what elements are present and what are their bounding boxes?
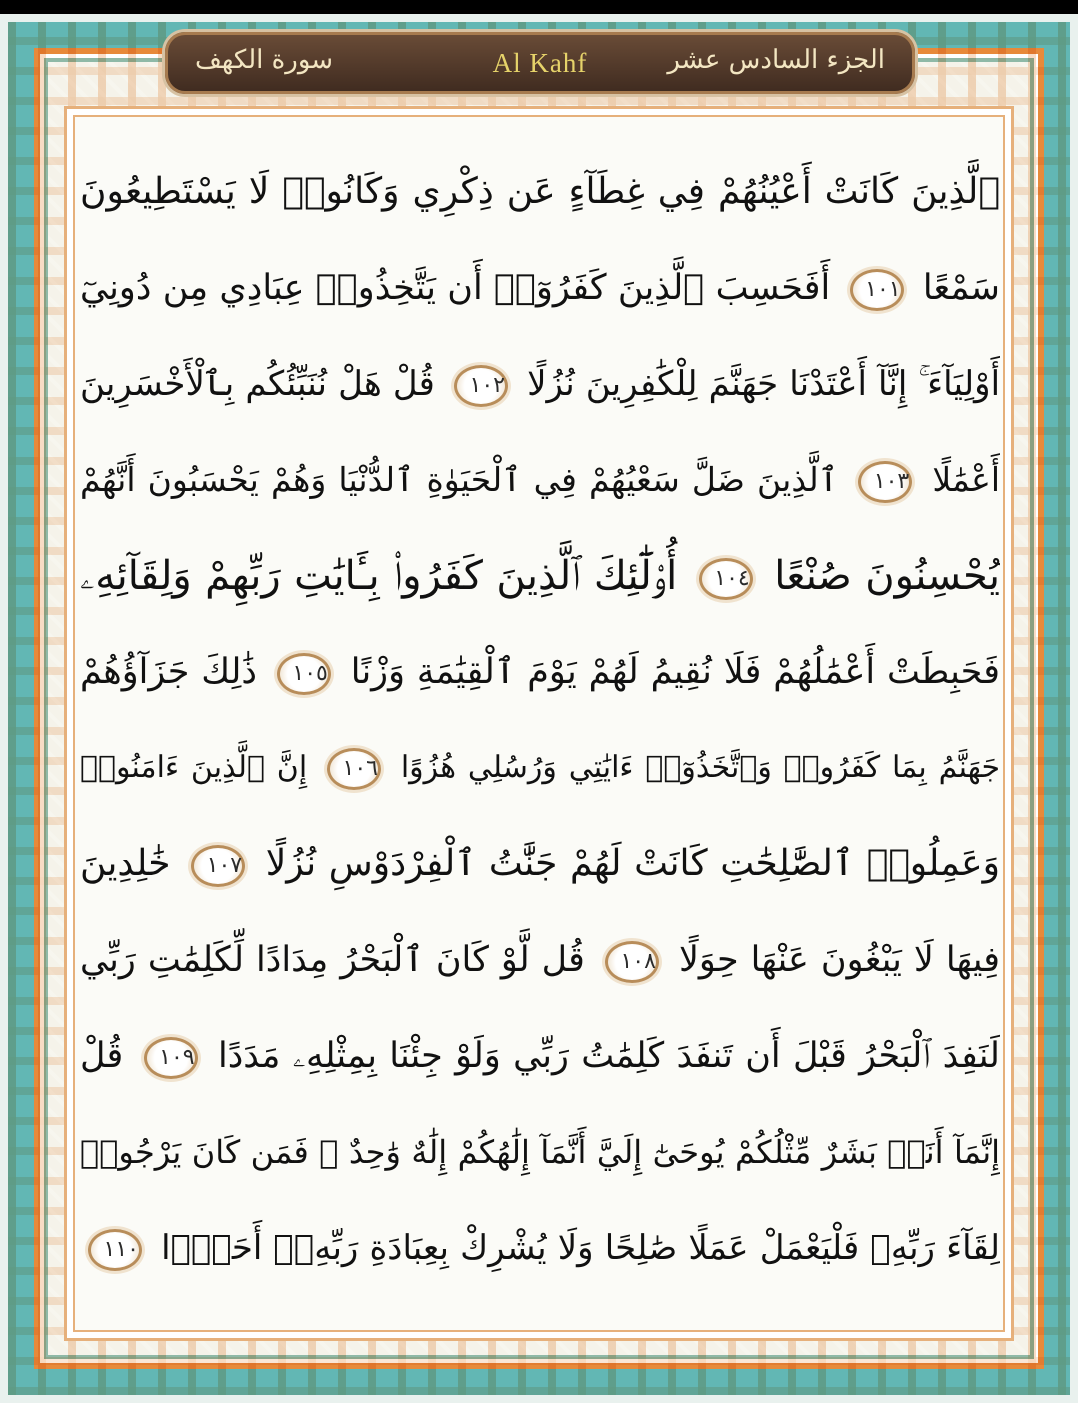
verse-line	[80, 528, 1000, 624]
verse-text: إِنَّمَآ أَنَا۠ بَشَرٌ مِّثْلُكُمْ يُوحَىٰٓ إِلَيَّ أَنَّمَآ إِلَٰهُكُمْ إِلَٰهٌ وَٰحِدٌ ۖ فَمَن كَانَ يَرْجُوا۟	[80, 1133, 1000, 1171]
verse-text: فَحَبِطَتْ أَعْمَٰلُهُمْ فَلَا نُقِيمُ لَهُمْ يَوْمَ ٱلْقِيَٰمَةِ وَزْنًا	[350, 652, 1000, 692]
surah-name-arabic: سورة الكهف	[195, 45, 334, 75]
verse-text: أُو۟لَٰٓئِكَ ٱلَّذِينَ كَفَرُوا۟ بِـَٔايَٰتِ رَبِّهِمْ وَلِقَآئِهِۦ	[80, 553, 678, 599]
ayah-number-marker: ١٠٩	[144, 1037, 198, 1079]
verse-line	[80, 144, 1000, 240]
verse-text: أَفَحَسِبَ ٱلَّذِينَ كَفَرُوٓا۟ أَن يَتَّخِذُوا۟ عِبَادِي مِن دُونِيٓ	[80, 268, 831, 308]
verse-line	[80, 336, 1000, 432]
verse-text: قُلْ هَلْ نُنَبِّئُكُم بِٱلْأَخْسَرِينَ	[80, 364, 435, 404]
status-strip	[0, 0, 1078, 14]
verse-line	[80, 1104, 1000, 1200]
verse-line	[80, 624, 1000, 720]
verse-text: خَٰلِدِينَ	[80, 843, 171, 884]
ayah-number-marker: ١١٠	[88, 1229, 142, 1271]
page-header	[165, 32, 915, 94]
verse-text: فِيهَا لَا يَبْغُونَ عَنْهَا حِوَلًا	[678, 940, 1000, 980]
verse-text: قُلْ	[80, 1036, 124, 1076]
verse-line	[80, 720, 1000, 816]
verse-text: أَوْلِيَآءَ ۚ إِنَّآ أَعْتَدْنَا جَهَنَّمَ لِلْكَٰفِرِينَ نُزُلًا	[527, 364, 1000, 404]
verse-text: إِنَّ ٱلَّذِينَ ءَامَنُوا۟	[80, 750, 308, 785]
verse-line	[80, 240, 1000, 336]
verse-text: ذَٰلِكَ جَزَآؤُهُمْ	[80, 652, 257, 692]
verse-text: وَعَمِلُوا۟ ٱلصَّٰلِحَٰتِ كَانَتْ لَهُمْ جَنَّٰتُ ٱلْفِرْدَوْسِ نُزُلًا	[265, 843, 1000, 884]
mushaf-page	[0, 14, 1078, 1403]
ayah-number-marker: ١٠١	[850, 269, 904, 311]
ayah-number-marker: ١٠٤	[699, 558, 753, 600]
juz-label: الجزء السادس عشر	[667, 45, 885, 75]
ayah-number-marker: ١٠٨	[605, 941, 659, 983]
surah-title-latin: Al Kahf	[492, 48, 588, 78]
verse-text: لِقَآءَ رَبِّهِۦ فَلْيَعْمَلْ عَمَلًا صَٰلِحًا وَلَا يُشْرِكْ بِعِبَادَةِ رَبِّهِۦٓ أَحَدًۢا	[161, 1228, 1000, 1268]
verse-line	[80, 912, 1000, 1008]
ayah-number-marker: ١٠٦	[327, 748, 381, 790]
ayah-number-marker: ١٠٣	[858, 461, 912, 503]
verse-text: ٱلَّذِينَ ضَلَّ سَعْيُهُمْ فِي ٱلْحَيَوٰةِ ٱلدُّنْيَا وَهُمْ يَحْسَبُونَ أَنَّهُمْ	[80, 460, 839, 499]
verse-line	[80, 1008, 1000, 1104]
verse-text: يُحْسِنُونَ صُنْعًا	[774, 553, 1000, 599]
verse-text: سَمْعًا	[922, 268, 1000, 308]
verse-text: لَنَفِدَ ٱلْبَحْرُ قَبْلَ أَن تَنفَدَ كَلِمَٰتُ رَبِّي وَلَوْ جِئْنَا بِمِثْلِهِۦ مَدَدًا	[217, 1036, 1000, 1076]
ayah-number-marker: ١٠٢	[454, 365, 508, 407]
verse-text: قُل لَّوْ كَانَ ٱلْبَحْرُ مِدَادًا لِّكَلِمَٰتِ رَبِّي	[80, 940, 585, 980]
verse-text: أَعْمَٰلًا	[932, 460, 1000, 499]
ayah-number-marker: ١٠٧	[191, 845, 245, 887]
verse-text: ٱلَّذِينَ كَانَتْ أَعْيُنُهُمْ فِي غِطَآءٍ عَن ذِكْرِي وَكَانُوا۟ لَا يَسْتَطِيعُونَ	[80, 171, 1000, 212]
verse-text: جَهَنَّمُ بِمَا كَفَرُوا۟ وَٱتَّخَذُوٓا۟ ءَايَٰتِي وَرُسُلِي هُزُوًا	[400, 750, 1000, 785]
verse-line	[80, 816, 1000, 912]
verses-block	[80, 144, 1000, 1344]
ayah-number-marker: ١٠٥	[277, 653, 331, 695]
verse-line	[80, 1200, 1000, 1296]
verse-line	[80, 432, 1000, 528]
